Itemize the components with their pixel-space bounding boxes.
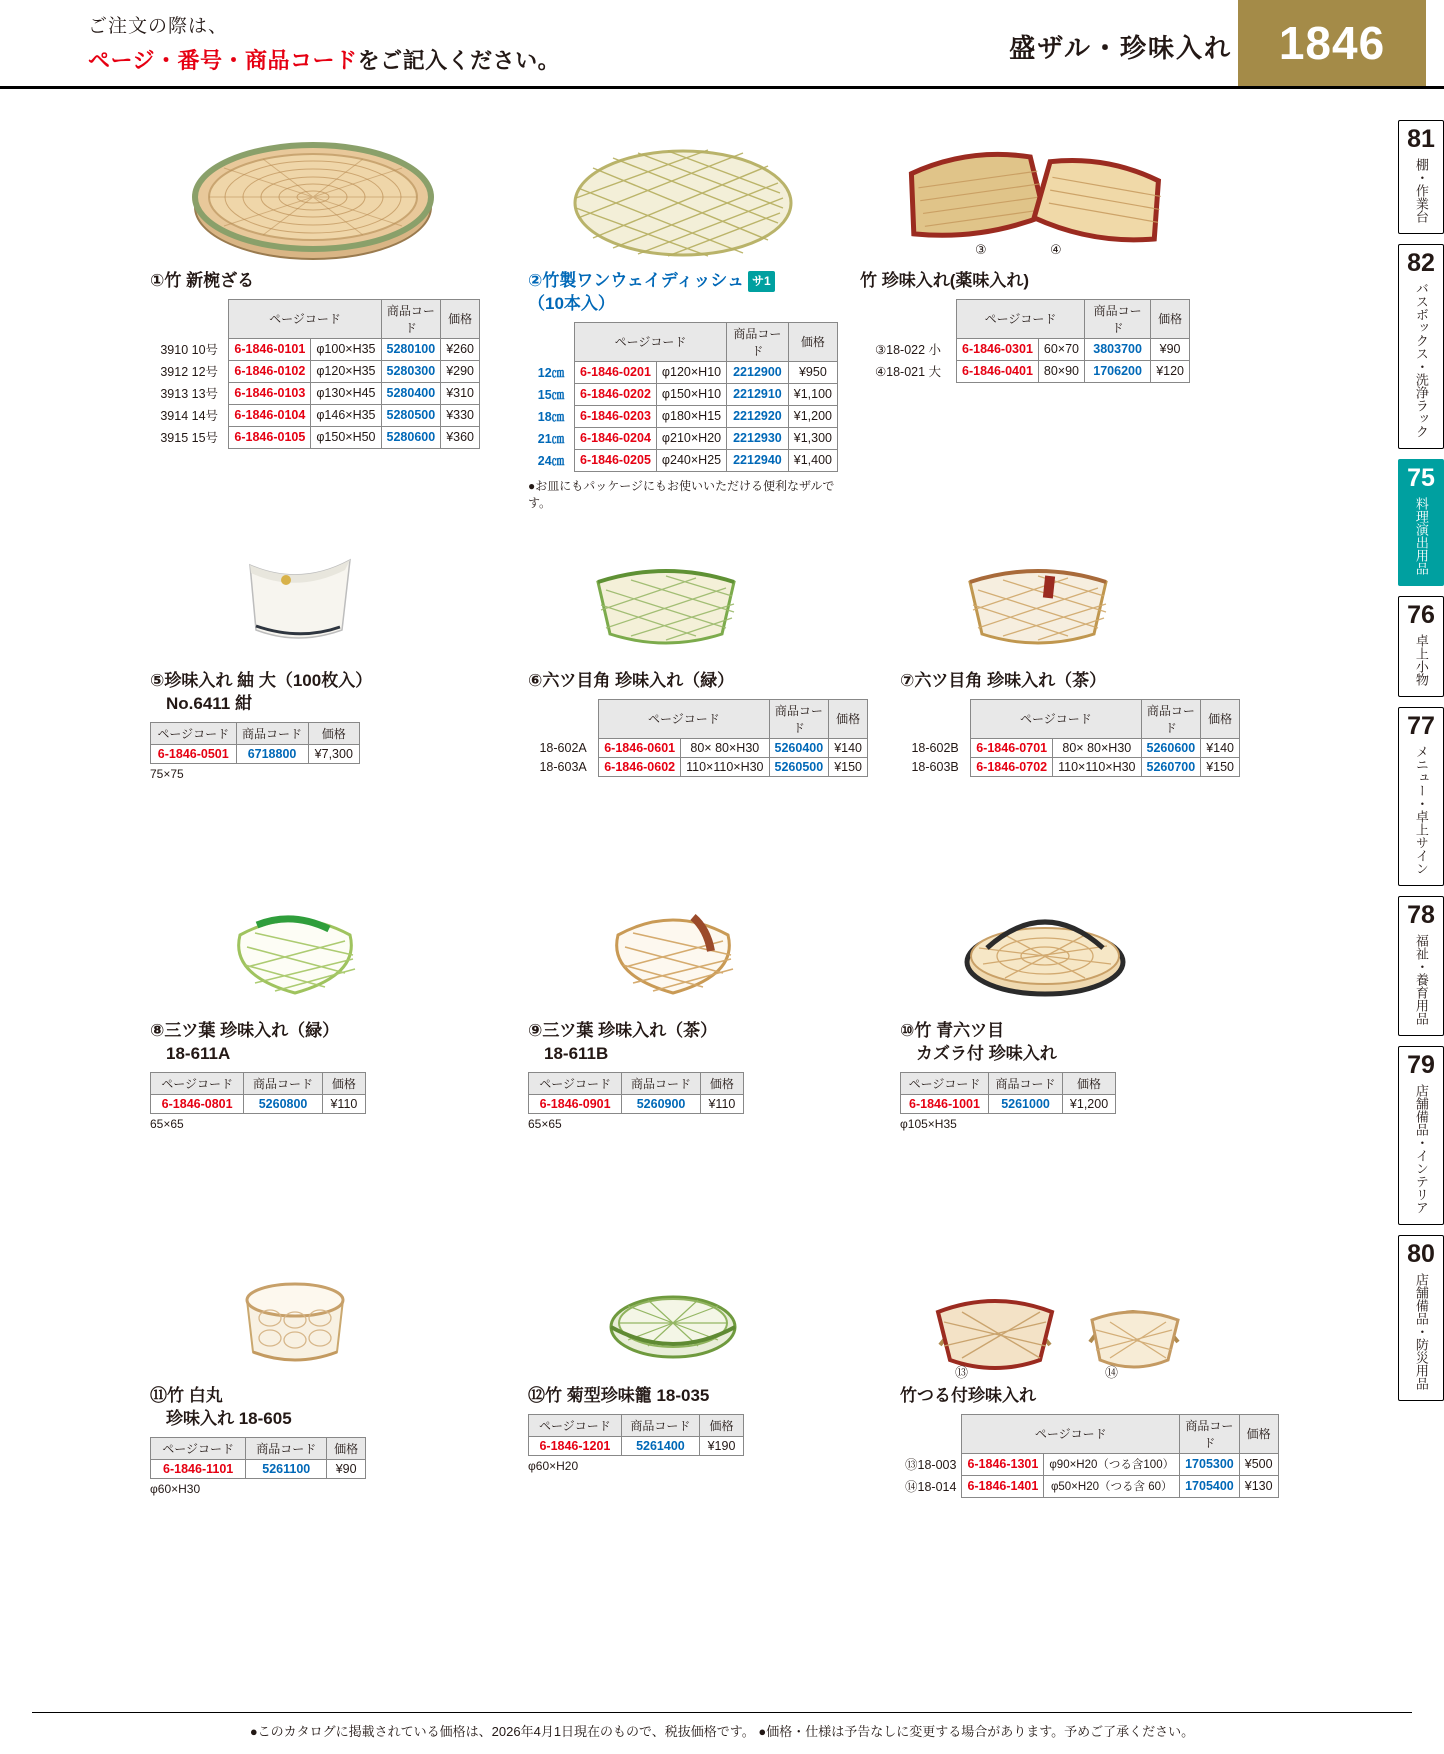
product-10-table: ページコード 商品コード 価格 6-1846-1001 5261000 ¥1,200	[900, 1072, 1116, 1114]
tab-76[interactable]	[1398, 596, 1444, 697]
product-5	[150, 545, 450, 781]
order-note-line1: ご注文の際は、	[88, 16, 229, 37]
tab-77[interactable]	[1398, 707, 1444, 886]
photo-label-4: ④	[1050, 242, 1062, 257]
product-5-photo	[150, 545, 450, 670]
product-9-table: ページコード 商品コード 価格 6-1846-0901 5260900 ¥110	[528, 1072, 744, 1114]
table-row: ③18-022 小 6-1846-0301 60×70 3803700 ¥90	[860, 338, 1190, 360]
product-10-caption	[900, 1020, 1200, 1066]
tab-number: 78	[1407, 901, 1435, 929]
tab-79[interactable]	[1398, 1046, 1444, 1225]
table-row: 3915 15号 6-1846-0105 φ150×H50 5280600 ¥360	[150, 426, 480, 448]
table-row: 3913 13号 6-1846-0103 φ130×H45 5280400 ¥310	[150, 382, 480, 404]
tab-label: 店舗備品・インテリア	[1413, 1084, 1429, 1214]
table-row: 18㎝ 6-1846-0203 φ180×H15 2212920 ¥1,200	[528, 405, 838, 427]
product-1	[150, 130, 480, 449]
product-2-table: ページコード 商品コード 価格 12㎝ 6-1846-0201 φ120×H10 2212900 ¥950 15㎝ 6-1846-0202 φ150×H10 2212910 ¥1,100 18㎝ 6-1846-0203 φ180×H15 2212920 ¥1,200 21㎝ 6-1846-0204 φ210×H20 2212930 ¥1,300 24㎝ 6-1846-0205 φ240×H25 2212940 ¥1,400	[528, 322, 838, 472]
product-11-caption-l1: ⑪竹 白丸	[150, 1386, 223, 1405]
table-row: 18-603A 6-1846-0602 110×110×H30 5260500 ¥150	[528, 757, 868, 776]
product-11-dim: φ60×H30	[150, 1481, 201, 1496]
product-10-caption-l2: カズラ付 珍味入れ	[916, 1043, 1057, 1063]
table-row: ⑬18-003 6-1846-1301 φ90×H20（つる含100） 1705300 ¥500	[900, 1453, 1278, 1475]
tab-number: 75	[1407, 464, 1435, 492]
tab-81[interactable]	[1398, 120, 1444, 234]
col-price: 価格	[441, 299, 480, 338]
product-6-photo	[528, 545, 868, 670]
tab-label: 卓上小物	[1413, 634, 1429, 686]
header-divider	[0, 86, 1444, 89]
product-11-photo	[150, 1255, 450, 1385]
product-5-caption	[150, 670, 450, 716]
tab-75[interactable]	[1398, 459, 1444, 586]
tab-number: 77	[1407, 712, 1435, 740]
tab-label: バスボックス・洗浄ラック	[1413, 282, 1429, 438]
product-5-table: ページコード 商品コード 価格 6-1846-0501 6718800 ¥7,300	[150, 722, 360, 764]
product-6	[528, 545, 868, 777]
product-12-dim: φ60×H20	[528, 1458, 579, 1473]
photo-label-13: ⑬	[955, 1365, 969, 1380]
tab-number: 76	[1407, 601, 1435, 629]
product-8-caption-l1: ⑧三ツ葉 珍味入れ（緑）	[150, 1021, 340, 1040]
product-11-caption-l2: 珍味入れ 18-605	[166, 1408, 292, 1428]
col-item-code: 商品コード	[381, 299, 441, 338]
table-row: 6-1846-1101 5261100 ¥90	[151, 1459, 366, 1478]
page-footer	[0, 1712, 1444, 1740]
table-row: 12㎝ 6-1846-0201 φ120×H10 2212900 ¥950	[528, 361, 838, 383]
order-note-line2	[88, 44, 580, 75]
tab-80[interactable]	[1398, 1235, 1444, 1401]
product-8	[150, 890, 450, 1131]
product-8-caption	[150, 1020, 450, 1066]
table-row: 21㎝ 6-1846-0204 φ210×H20 2212930 ¥1,300	[528, 427, 838, 449]
order-note-rest: をご記入ください。	[357, 48, 561, 73]
product-12-table: ページコード 商品コード 価格 6-1846-1201 5261400 ¥190	[528, 1414, 744, 1456]
table-row: 18-603B 6-1846-0702 110×110×H30 5260700 ¥150	[900, 757, 1240, 776]
tab-number: 80	[1407, 1240, 1435, 1268]
photo-label-3: ③	[975, 242, 987, 257]
product-3	[860, 130, 1190, 383]
tab-number: 81	[1407, 125, 1435, 153]
product-13	[900, 1250, 1273, 1498]
table-row: 6-1846-1201 5261400 ¥190	[529, 1436, 744, 1455]
tab-label: 棚・作業台	[1413, 158, 1429, 223]
product-12-caption: ⑫竹 菊型珍味籠 18-035	[528, 1386, 710, 1405]
product-9-photo	[528, 890, 828, 1020]
product-5-caption-l2: No.6411 紺	[166, 693, 252, 713]
table-row: ④18-021 大 6-1846-0401 80×90 1706200 ¥120	[860, 360, 1190, 382]
product-8-dim: 65×65	[150, 1116, 184, 1131]
product-12-photo	[528, 1255, 828, 1385]
product-7-caption: ⑦六ツ目角 珍味入れ（茶）	[900, 671, 1107, 690]
product-3-photo	[860, 130, 1190, 270]
product-1-caption: ①竹 新椀ざる	[150, 271, 255, 290]
product-3-table: ページコード 商品コード 価格 ③18-022 小 6-1846-0301 60×70 3803700 ¥90 ④18-021 大 6-1846-0401 80×90 1706200 ¥120	[860, 299, 1190, 383]
table-row: 6-1846-0801 5260800 ¥110	[151, 1094, 366, 1113]
table-row: 3914 14号 6-1846-0104 φ146×H35 5280500 ¥330	[150, 404, 480, 426]
product-6-caption: ⑥六ツ目角 珍味入れ（緑）	[528, 671, 735, 690]
product-9-dim: 65×65	[528, 1116, 562, 1131]
page-number: 1846	[1238, 0, 1426, 86]
col-page-code: ページコード	[229, 299, 381, 338]
page-header	[0, 0, 1444, 86]
product-13-photo	[900, 1250, 1230, 1385]
product-5-dim: 75×75	[150, 766, 184, 781]
table-row: 6-1846-1001 5261000 ¥1,200	[901, 1094, 1116, 1113]
tab-number: 82	[1407, 249, 1435, 277]
product-2-caption-l2: （10本入）	[528, 293, 615, 313]
product-11-caption	[150, 1385, 450, 1431]
page-title: 盛ザル・珍味入れ	[1009, 33, 1232, 63]
product-2-caption	[528, 270, 838, 316]
table-row: 15㎝ 6-1846-0202 φ150×H10 2212910 ¥1,100	[528, 383, 838, 405]
section-tabs[interactable]	[1392, 120, 1444, 1411]
tab-label: 店舗備品・防災用品	[1413, 1273, 1429, 1390]
product-5-caption-l1: ⑤珍味入れ 紬 大（100枚入）	[150, 671, 373, 690]
series-badge: サ1	[748, 271, 775, 291]
tab-label: メニュー・卓上サイン	[1413, 745, 1429, 875]
product-10-dim: φ105×H35	[900, 1116, 957, 1131]
table-row: 24㎝ 6-1846-0205 φ240×H25 2212940 ¥1,400	[528, 449, 838, 471]
product-6-table: ページコード 商品コード 価格 18-602A 6-1846-0601 80× 80×H30 5260400 ¥140 18-603A 6-1846-0602 110×110×H30 5260500 ¥150	[528, 699, 868, 777]
footer-divider	[32, 1712, 1412, 1713]
tab-label: 料理演出用品	[1413, 497, 1429, 575]
photo-label-14: ⑭	[1105, 1365, 1119, 1380]
product-10-photo	[900, 890, 1200, 1020]
table-row: 3912 12号 6-1846-0102 φ120×H35 5280300 ¥290	[150, 360, 480, 382]
tab-78[interactable]	[1398, 896, 1444, 1036]
product-7-photo	[900, 545, 1240, 670]
table-row: 18-602A 6-1846-0601 80× 80×H30 5260400 ¥140	[528, 738, 868, 757]
product-2-photo	[528, 130, 838, 270]
product-10-caption-l1: ⑩竹 青六ツ目	[900, 1021, 1005, 1040]
product-3-caption: 竹 珍味入れ(薬味入れ)	[860, 271, 1030, 290]
table-row: 18-602B 6-1846-0701 80× 80×H30 5260600 ¥140	[900, 738, 1240, 757]
product-13-caption: 竹つる付珍味入れ	[900, 1386, 1036, 1405]
tab-82[interactable]	[1398, 244, 1444, 449]
product-11-table: ページコード 商品コード 価格 6-1846-1101 5261100 ¥90	[150, 1437, 366, 1479]
product-10	[900, 890, 1200, 1131]
product-2	[528, 130, 838, 511]
product-7-table: ページコード 商品コード 価格 18-602B 6-1846-0701 80× 80×H30 5260600 ¥140 18-603B 6-1846-0702 110×110×H30 5260700 ¥150	[900, 699, 1240, 777]
product-9-caption	[528, 1020, 828, 1066]
table-row: 3910 10号 6-1846-0101 φ100×H35 5280100 ¥260	[150, 338, 480, 360]
table-row: 6-1846-0901 5260900 ¥110	[529, 1094, 744, 1113]
product-8-photo	[150, 890, 450, 1020]
table-row: 6-1846-0501 6718800 ¥7,300	[151, 744, 360, 763]
table-row: ⑭18-014 6-1846-1401 φ50×H20（つる含 60） 1705400 ¥130	[900, 1475, 1278, 1497]
product-7	[900, 545, 1240, 777]
product-11	[150, 1255, 450, 1496]
product-12	[528, 1255, 828, 1473]
product-1-table	[150, 299, 480, 449]
product-1-photo	[150, 130, 480, 270]
order-note-red: ページ・番号・商品コード	[88, 48, 358, 73]
product-9-caption-l2: 18-611B	[544, 1043, 609, 1063]
tab-label: 福祉・養育用品	[1413, 934, 1429, 1025]
product-8-caption-l2: 18-611A	[166, 1043, 231, 1063]
product-9	[528, 890, 828, 1131]
footer-text: ●このカタログに掲載されている価格は、2026年4月1日現在のもので、税抜価格です。 ●価格・仕様は予告なしに変更する場合があります。予めご了承ください。	[249, 1724, 1195, 1739]
product-8-table: ページコード 商品コード 価格 6-1846-0801 5260800 ¥110	[150, 1072, 366, 1114]
order-note	[60, 0, 580, 86]
product-2-caption-l1: ②竹製ワンウェイディッシュ	[528, 271, 745, 290]
tab-number: 79	[1407, 1051, 1435, 1079]
product-13-table: ページコード 商品コード 価格 ⑬18-003 6-1846-1301 φ90×H20（つる含100） 1705300 ¥500 ⑭18-014 6-1846-1401 φ50×H20（つる含 60） 1705400 ¥130	[900, 1414, 1279, 1498]
product-9-caption-l1: ⑨三ツ葉 珍味入れ（茶）	[528, 1021, 718, 1040]
product-2-note: ●お皿にもパッケージにもお使いいただける便利なザルです。	[528, 478, 835, 510]
